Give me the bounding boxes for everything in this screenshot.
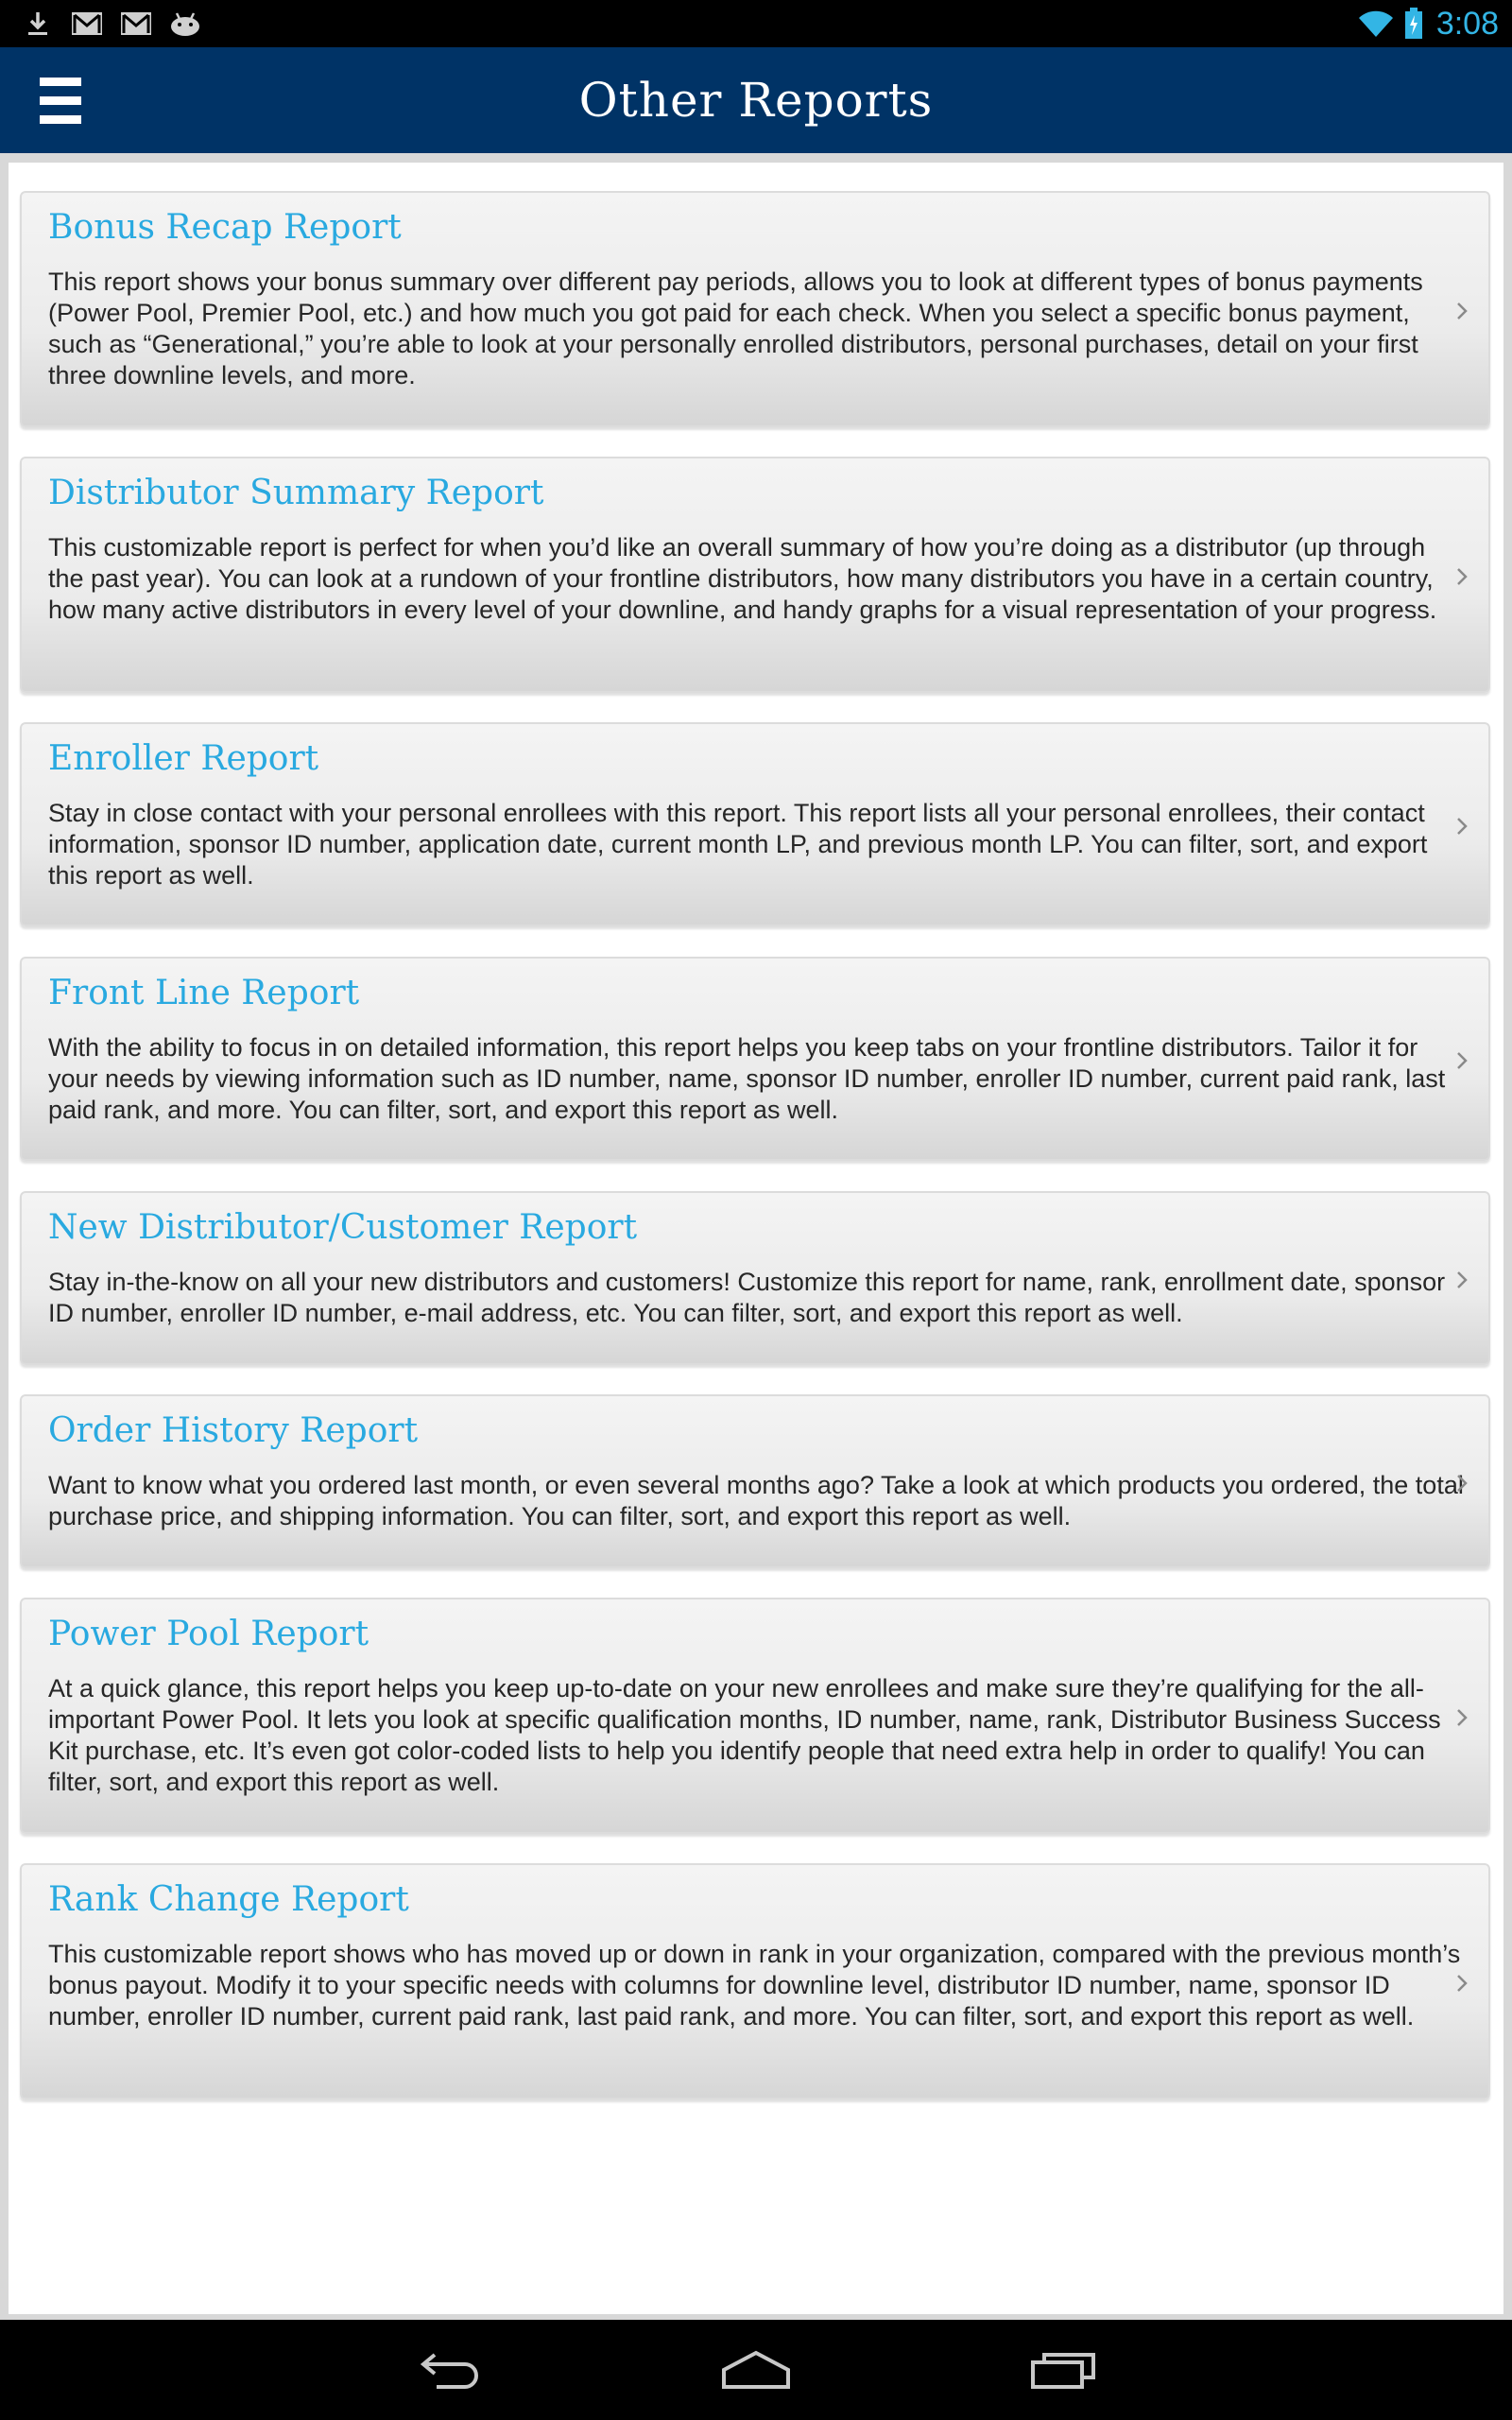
report-list (9, 163, 1503, 2314)
report-title: Distributor Summary Report (48, 474, 544, 512)
battery-charging-icon (1404, 8, 1423, 40)
chevron-right-icon (1451, 1469, 1473, 1497)
report-title: Bonus Recap Report (48, 208, 402, 247)
notification-icons (19, 0, 215, 47)
report-card-bonus-recap[interactable] (20, 191, 1490, 427)
report-description: Want to know what you ordered last month, or even several months ago? Take a look at which products you ordered, the total purchase price, and shipping information. You can filter, sort, and export this report as well. (48, 1471, 1464, 1530)
back-icon[interactable] (406, 2337, 491, 2403)
hamburger-menu-icon[interactable] (32, 70, 89, 130)
report-title: Power Pool Report (48, 1615, 369, 1653)
chevron-right-icon (1451, 297, 1473, 325)
report-description: With the ability to focus in on detailed information, this report helps you keep tabs on your frontline distributors. Tailor it for your needs by viewing information such as ID number, name, sponsor ID number, enroller ID number, current paid rank, last paid rank, and more. You can filter, sort, and export this report as well. (48, 1033, 1446, 1124)
report-description: This report shows your bonus summary over different pay periods, allows you to look at different types of bonus payments (Power Pool, Premier Pool, etc.) and how much you got paid for each check. When you select a specific bonus payment, such as “Generational,” you’re able to look at your personally enrolled distributors, personal purchases, detail on your first three downline levels, and more. (48, 268, 1423, 389)
report-card-enroller[interactable] (20, 722, 1490, 926)
chevron-right-icon (1451, 1046, 1473, 1075)
status-time: 3:08 (1435, 5, 1499, 42)
report-card-new-distributor-customer[interactable] (20, 1191, 1490, 1365)
chevron-right-icon (1451, 562, 1473, 591)
report-description: This customizable report is perfect for when you’d like an overall summary of how you’re doing as a distributor (up through the past year). You can look at a rundown of your frontline distributors, how many distributors you have in a certain country, how many active distributors in every level of your downline, and handy graphs for a visual representation of your progress. (48, 533, 1437, 624)
gmail-icon (117, 9, 155, 39)
chevron-right-icon (1451, 1703, 1473, 1732)
report-card-front-line[interactable] (20, 957, 1490, 1161)
chevron-right-icon (1451, 812, 1473, 840)
content-frame (0, 153, 1512, 2320)
home-icon[interactable] (713, 2337, 799, 2403)
report-description: Stay in close contact with your personal enrollees with this report. This report lists all your personal enrollees, their contact information, sponsor ID number, application date, current month LP, and previous month LP. You can filter, sort, and export this report as well. (48, 799, 1428, 890)
android-icon (166, 9, 204, 39)
download-icon (19, 9, 57, 39)
recent-apps-icon[interactable] (1021, 2337, 1106, 2403)
app-bar (0, 47, 1512, 153)
report-description: At a quick glance, this report helps you keep up-to-date on your new enrollees and make sure they’re qualifying for the all-important Power Pool. It lets you look at specific qualification months, ID number, name, rank, Distributor Business Success Kit purchase, etc. It’s even got color-coded lists to help you identify people that need extra help in order to qualify! You can filter, sort, and export this report as well. (48, 1674, 1441, 1796)
report-card-rank-change[interactable] (20, 1863, 1490, 2100)
report-title: Order History Report (48, 1411, 419, 1450)
report-title: Rank Change Report (48, 1880, 409, 1919)
gmail-icon (68, 9, 106, 39)
report-description: This customizable report shows who has moved up or down in rank in your organization, compared with the previous month’s bonus payout. Modify it to your specific needs with columns for downline level, distributor ID number, name, sponsor ID number, enroller ID number, current paid rank, last paid rank, and more. You can filter, sort, and export this report as well. (48, 1940, 1461, 2031)
wifi-icon (1357, 9, 1395, 39)
page-title: Other Reports (578, 73, 934, 128)
report-title: Enroller Report (48, 739, 319, 778)
report-card-order-history[interactable] (20, 1394, 1490, 1568)
report-card-distributor-summary[interactable] (20, 457, 1490, 693)
navigation-bar (0, 2320, 1512, 2420)
report-card-power-pool[interactable] (20, 1598, 1490, 1834)
report-title: New Distributor/Customer Report (48, 1208, 638, 1247)
report-title: Front Line Report (48, 974, 360, 1012)
report-description: Stay in-the-know on all your new distributors and customers! Customize this report for name, rank, enrollment date, sponsor ID number, enroller ID number, e-mail address, etc. You can filter, sort, and export this report as well. (48, 1268, 1446, 1327)
chevron-right-icon (1451, 1266, 1473, 1294)
chevron-right-icon (1451, 1969, 1473, 1997)
system-icons (1357, 0, 1499, 47)
status-bar (0, 0, 1512, 47)
